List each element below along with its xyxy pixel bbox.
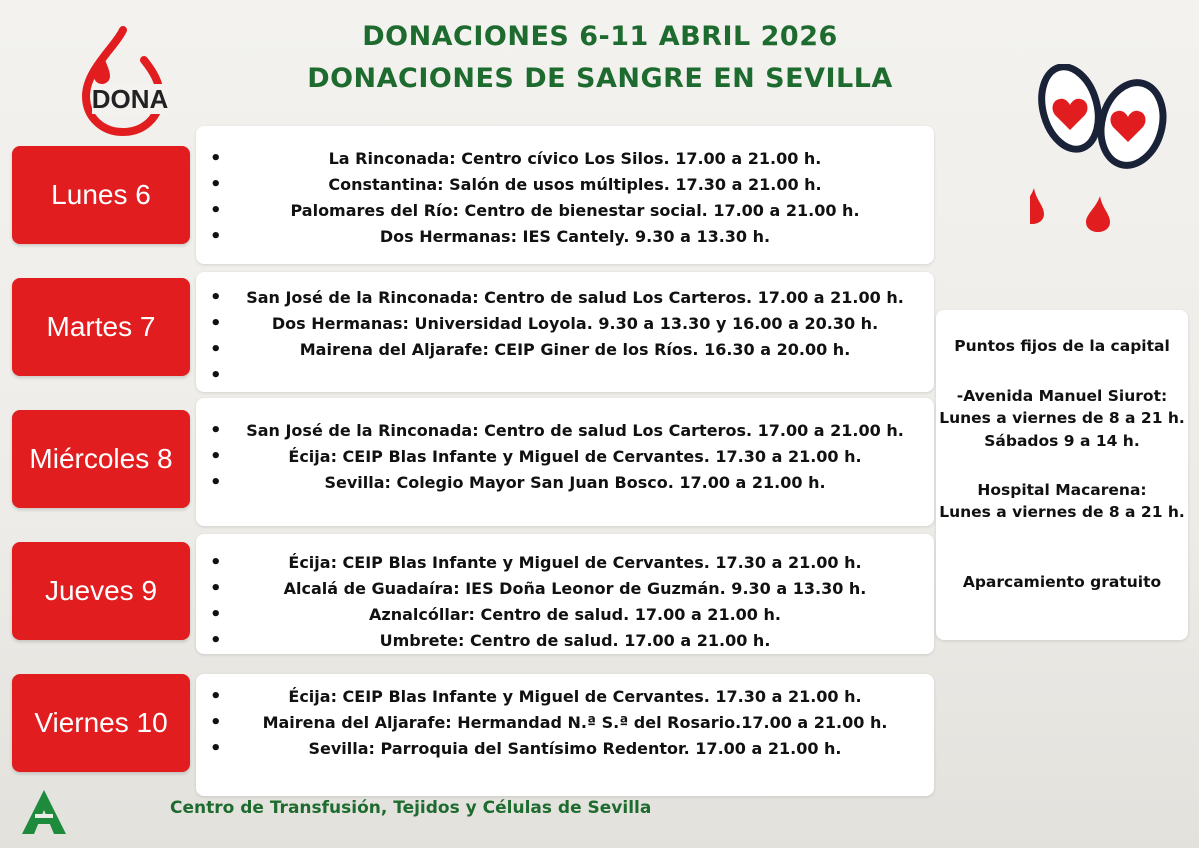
junta-andalucia-logo-icon [18,788,70,836]
schedule-card-viernes [196,674,934,796]
list-item: • Sevilla: Parroquia del Santísimo Redentor. 17.00 a 21.00 h. [196,736,934,762]
list-item: • Écija: CEIP Blas Infante y Miguel de Cervantes. 17.30 a 21.00 h. [196,550,934,576]
list-item: • Umbrete: Centro de salud. 17.00 a 21.00 h. [196,628,934,654]
page-title: DONACIONES 6-11 ABRIL 2026 [362,21,838,52]
list-item: • Aznalcóllar: Centro de salud. 17.00 a 21.00 h. [196,602,934,628]
day-label-viernes: Viernes 10 [12,674,190,772]
parking-note: Aparcamiento gratuito [962,573,1162,591]
list-item: • Sevilla: Colegio Mayor San Juan Bosco. 17.00 a 21.00 h. [196,470,934,496]
list-item: • Palomares del Río: Centro de bienestar social. 17.00 a 21.00 h. [196,198,934,224]
fixed-points-panel [936,310,1188,640]
day-label-jueves: Jueves 9 [12,542,190,640]
list-item [196,363,934,389]
fixed-point-line: Lunes a viernes de 8 a 21 h. [939,409,1185,427]
list-item: • San José de la Rinconada: Centro de salud Los Carteros. 17.00 a 21.00 h. [196,418,934,444]
fixed-point-line: Lunes a viernes de 8 a 21 h. [939,503,1185,521]
schedule-card-miercoles [196,398,934,526]
list-item: • Dos Hermanas: Universidad Loyola. 9.30 a 13.30 y 16.00 a 20.30 h. [196,311,934,337]
list-item: • Constantina: Salón de usos múltiples. 17.30 a 21.00 h. [196,172,934,198]
heart-eyes-icon [1030,64,1175,249]
schedule-card-martes [196,272,934,392]
fixed-point-line: -Avenida Manuel Siurot: [956,387,1168,405]
list-item: • San José de la Rinconada: Centro de salud Los Carteros. 17.00 a 21.00 h. [196,285,934,311]
schedule-card-lunes [196,126,934,264]
day-label-martes: Martes 7 [12,278,190,376]
fixed-point-line: Sábados 9 a 14 h. [984,432,1140,450]
list-item: • La Rinconada: Centro cívico Los Silos. 17.00 a 21.00 h. [196,146,934,172]
list-item: • Alcalá de Guadaíra: IES Doña Leonor de Guzmán. 9.30 a 13.30 h. [196,576,934,602]
logo-text: DONA [91,84,168,114]
schedule-card-jueves [196,534,934,654]
footer-text: Centro de Transfusión, Tejidos y Células de Sevilla [170,798,652,818]
day-label-lunes: Lunes 6 [12,146,190,244]
day-label-miercoles: Miércoles 8 [12,410,190,508]
list-item: • Mairena del Aljarafe: CEIP Giner de los Ríos. 16.30 a 20.00 h. [196,337,934,363]
list-item: • Écija: CEIP Blas Infante y Miguel de Cervantes. 17.30 a 21.00 h. [196,444,934,470]
fixed-point-line: Hospital Macarena: [977,481,1147,499]
fixed-points-heading: Puntos fijos de la capital [954,337,1170,355]
list-item: • Dos Hermanas: IES Cantely. 9.30 a 13.30 h. [196,224,934,250]
list-item: • Écija: CEIP Blas Infante y Miguel de Cervantes. 17.30 a 21.00 h. [196,684,934,710]
page-subtitle: DONACIONES DE SANGRE EN SEVILLA [307,63,893,94]
list-item: • Mairena del Aljarafe: Hermandad N.ª S.ª del Rosario.17.00 a 21.00 h. [196,710,934,736]
blood-drop-logo-icon [78,26,168,138]
